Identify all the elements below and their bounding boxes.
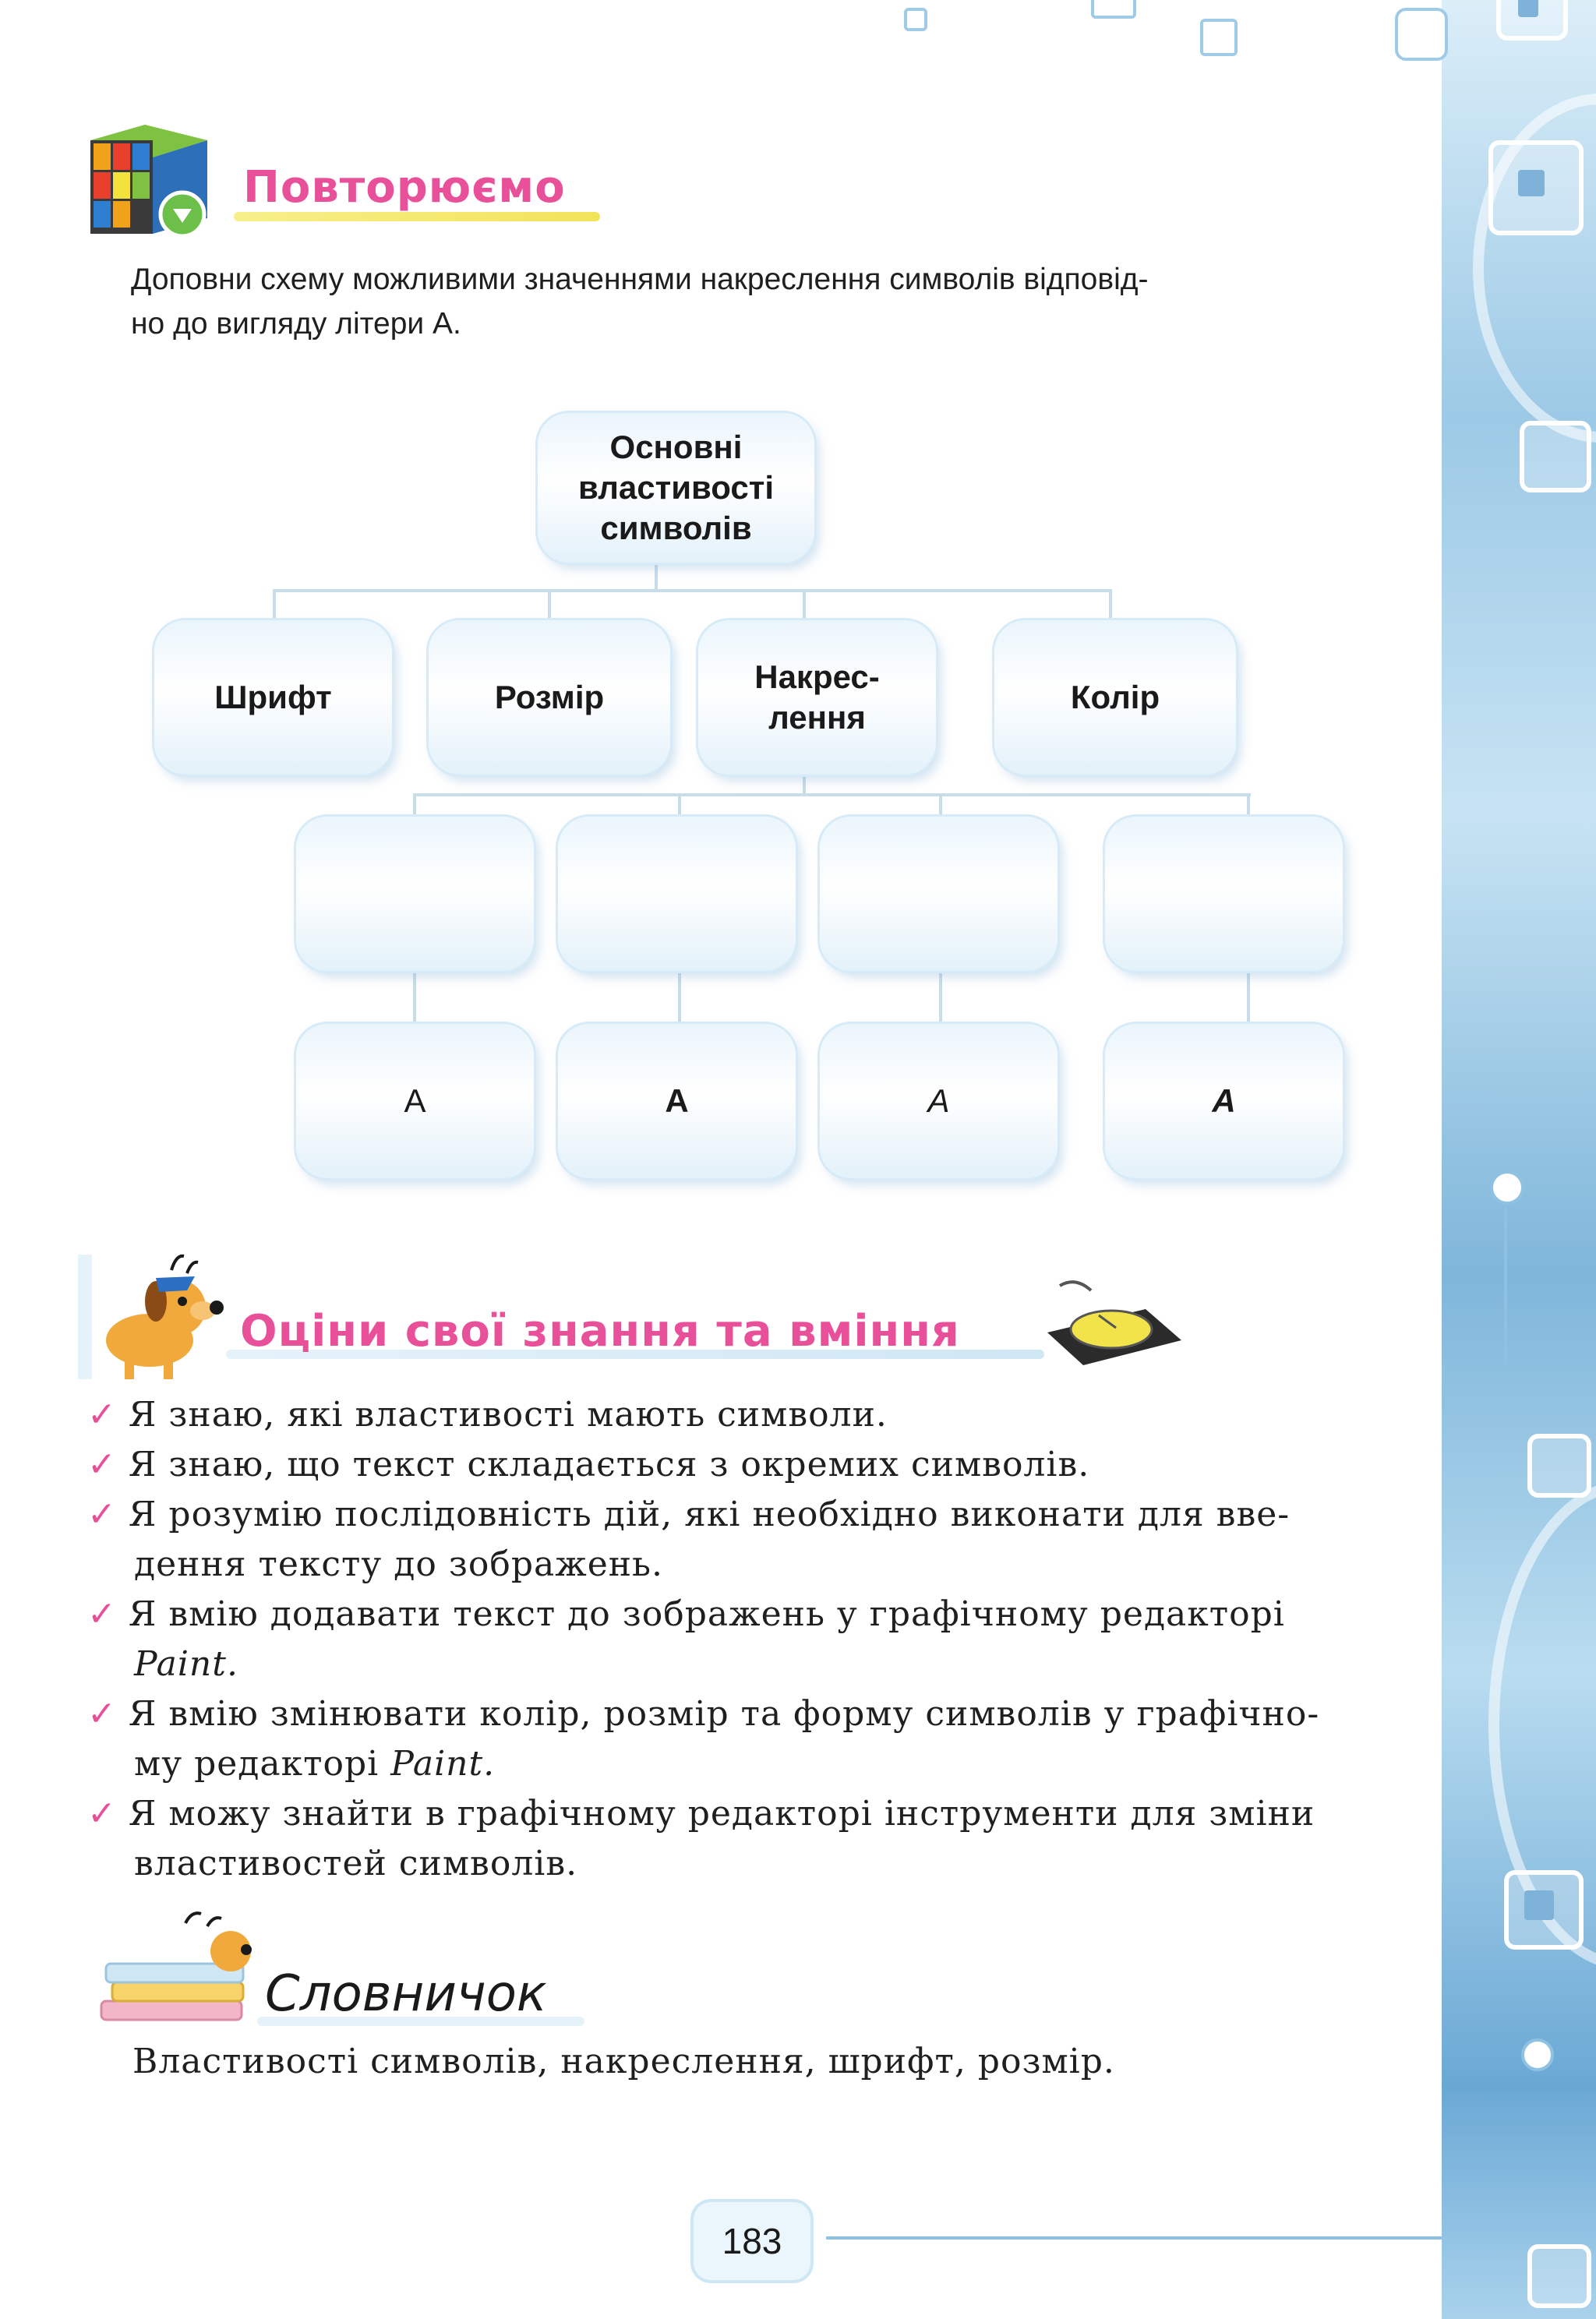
root-line: Основні <box>609 429 743 465</box>
list-item <box>87 1789 1428 1839</box>
checkmark-icon: ✓ <box>87 1395 117 1435</box>
connector <box>678 793 681 817</box>
strip-square-icon <box>1520 421 1591 492</box>
repeat-section-title: Повторюємо <box>243 162 566 213</box>
circuit-node-icon <box>1521 2038 1554 2071</box>
node-label: Шрифт <box>214 679 332 715</box>
circuit-node-icon <box>1490 1170 1524 1205</box>
sample-letter: А <box>1212 1082 1236 1119</box>
list-item-text: Я знаю, що текст складається з окремих символів. <box>128 1445 1090 1484</box>
root-node <box>538 413 814 563</box>
circuit-line <box>1442 1364 1445 1410</box>
sample-letter: А <box>927 1082 950 1119</box>
checkmark-icon: ✓ <box>87 1594 117 1634</box>
checkmark-icon: ✓ <box>87 1495 117 1534</box>
decorative-square-icon <box>1395 8 1448 61</box>
connector <box>939 972 942 1024</box>
list-item-continuation <box>87 1739 1428 1789</box>
connector <box>1247 793 1250 817</box>
connector <box>413 793 1251 796</box>
connector <box>678 972 681 1024</box>
empty-answer-box <box>1105 817 1343 971</box>
connector <box>413 793 416 817</box>
instruction-line: Доповни схему можливими значеннями накреслення символів відповід- <box>131 263 1149 296</box>
node-label: Колір <box>1070 679 1160 715</box>
checkmark-icon: ✓ <box>87 1445 117 1484</box>
sample-bold-letter <box>558 1024 796 1178</box>
books-dog-icon <box>94 1908 257 2024</box>
strip-square-icon <box>1496 0 1568 41</box>
list-item <box>87 1689 1428 1739</box>
connector <box>803 589 806 620</box>
list-item <box>87 1490 1428 1540</box>
circuit-line <box>1504 1208 1507 1364</box>
list-item-text: Я вмію змінювати колір, розмір та форму символів у графічно- <box>128 1694 1320 1734</box>
list-item-text: Paint. <box>390 1744 496 1784</box>
connector <box>939 793 942 817</box>
list-item-text: Я можу знайти в графічному редакторі інструменти для зміни <box>128 1794 1315 1834</box>
decorative-square-icon <box>1091 0 1136 19</box>
decorative-square-icon <box>1200 19 1238 56</box>
list-item-continuation: Paint. <box>134 1644 238 1684</box>
rubiks-cube-icon <box>83 117 215 242</box>
instruction-text <box>131 257 1425 346</box>
strip-square-icon <box>1527 2244 1591 2308</box>
node-label: лення <box>768 699 866 736</box>
computer-mouse-icon <box>1044 1278 1185 1371</box>
decorative-square-icon <box>904 8 927 31</box>
connector <box>1247 972 1250 1024</box>
connector <box>413 972 416 1024</box>
decorative-side-strip <box>1442 0 1596 2319</box>
node-label: Накрес- <box>754 658 880 695</box>
list-item-text: Я розумію послідовність дій, які необхідно виконати для вве- <box>128 1495 1291 1534</box>
list-item-continuation: дення тексту до зображень. <box>134 1544 663 1584</box>
sample-letter: А <box>404 1082 426 1119</box>
title-underline <box>234 212 600 221</box>
list-item-text: Я вмію додавати текст до зображень у графічному редакторі <box>128 1594 1285 1634</box>
node-label: Розмір <box>494 679 605 715</box>
empty-answer-box <box>296 817 534 971</box>
list-item-text: Я знаю, які властивості мають символи. <box>128 1395 888 1435</box>
sample-letter: А <box>665 1082 689 1119</box>
empty-answer-box <box>558 817 796 971</box>
strip-square-icon <box>1488 140 1584 235</box>
list-item <box>87 1590 1428 1640</box>
instruction-line: но до вигляду літери А. <box>131 307 461 341</box>
assessment-section-title: Оціни свої знання та вміння <box>240 1306 960 1357</box>
color-node <box>994 620 1236 775</box>
footer-line <box>826 2236 1442 2240</box>
empty-answer-box <box>820 817 1058 971</box>
connector <box>1109 589 1112 620</box>
dog-mascot-icon <box>78 1247 234 1383</box>
list-item-continuation: властивостей символів. <box>134 1844 578 1883</box>
list-item <box>87 1440 1428 1490</box>
list-item-text: му редакторі <box>134 1744 380 1784</box>
root-line: символів <box>600 510 752 546</box>
assessment-list <box>87 1390 1428 1889</box>
checkmark-icon: ✓ <box>87 1794 117 1834</box>
font-node <box>154 620 392 775</box>
connector <box>273 589 276 620</box>
root-line: властивості <box>577 469 774 506</box>
strip-square-icon <box>1527 1434 1591 1498</box>
sample-regular-letter <box>296 1024 534 1178</box>
list-item <box>87 1390 1428 1440</box>
page-number: 183 <box>694 2202 810 2280</box>
strip-square-icon <box>1504 1870 1584 1950</box>
glossary-text: Властивості символів, накреслення, шрифт, розмір. <box>132 2042 1115 2081</box>
sample-bold-italic-letter <box>1105 1024 1343 1178</box>
sample-italic-letter <box>820 1024 1058 1178</box>
connector <box>803 776 806 795</box>
connector <box>548 589 551 620</box>
connector <box>655 563 658 591</box>
checkmark-icon: ✓ <box>87 1694 117 1734</box>
glossary-section-title: Словничок <box>265 1965 547 2023</box>
style-node <box>698 620 936 775</box>
connector <box>273 589 1110 592</box>
size-node <box>429 620 670 775</box>
